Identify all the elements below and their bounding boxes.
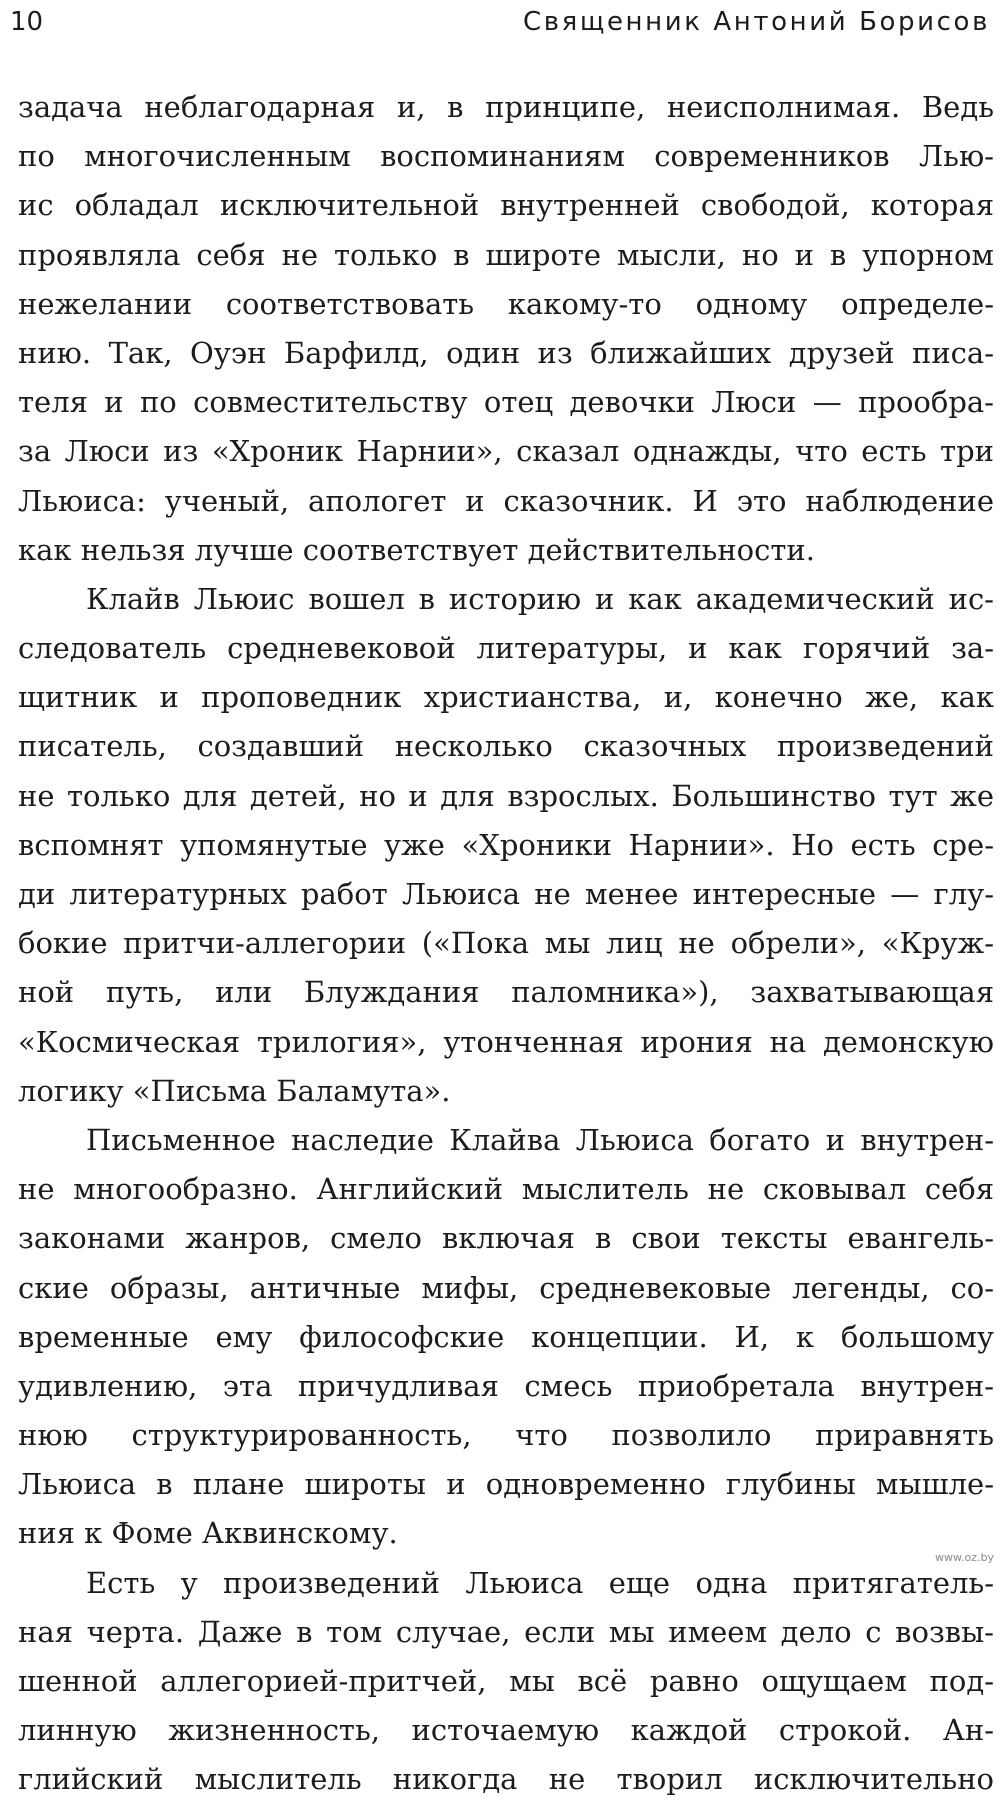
text-line: ная черта. Даже в том случае, если мы имеем дело с возвы- [18,1614,994,1649]
text-line: нежелании соответствовать какому-то одному определе- [18,286,994,321]
text-line: как нельзя лучше соответствует действительности. [18,532,815,567]
text-line: нию. Так, Оуэн Барфилд, один из ближайших друзей писа- [18,335,994,370]
watermark: www.oz.by [935,1551,994,1564]
body-text [0,83,1000,1805]
text-line: проявляла себя не только в широте мысли, но и в упорном [18,237,994,272]
text-line: законами жанров, смело включая в свои тексты евангель- [18,1221,994,1256]
text-line: ис обладал исключительной внутренней свободой, которая [18,188,994,223]
running-title: Священник Антоний Борисов [522,7,990,37]
page-number: 10 [10,7,44,37]
text-line: ди литературных работ Льюиса не менее интересные — глу- [18,877,994,911]
text-line: Льюиса в плане широты и одновременно глубины мышле- [18,1467,994,1502]
text-line: ния к Фоме Аквинскому. [18,1516,398,1551]
text-line: ной путь, или Блуждания паломника»), захватывающая [18,975,994,1010]
text-line: вспомнят упомянутые уже «Хроники Нарнии». Но есть сре- [18,827,994,862]
text-line: «Космическая трилогия», утонченная ирония на демонскую [18,1024,994,1059]
text-line: писатель, создавший несколько сказочных произведений [18,729,994,764]
text-line: не только для детей, но и для взрослых. Большинство тут же [18,778,994,813]
text-line: щитник и проповедник христианства, и, конечно же, как [18,680,994,715]
text-line: бокие притчи-аллегории («Пока мы лиц не обрели», «Круж- [18,926,994,961]
text-line: теля и по совместительству отец девочки Люси — прообра- [18,385,994,420]
text-line: не многообразно. Английский мыслитель не сковывал себя [18,1172,994,1207]
text-line: логику «Письма Баламута». [18,1073,451,1108]
text-line: временные ему философские концепции. И, к большому [18,1319,994,1354]
text-line: за Люси из «Хроник Нарнии», сказал однажды, что есть три [18,434,994,469]
text-line: ские образы, античные мифы, средневековые легенды, со- [18,1270,994,1305]
text-line: Клайв Льюис вошел в историю и как академический ис- [86,581,994,616]
text-line: Есть у произведений Льюиса еще одна притягатель- [86,1565,994,1600]
text-line: Письменное наследие Клайва Льюиса богато и внутрен- [86,1122,994,1157]
text-line: следователь средневековой литературы, и как горячий за- [18,631,994,666]
text-line: задача неблагодарная и, в принципе, неисполнимая. Ведь [18,90,994,124]
text-line: по многочисленным воспоминаниям современников Лью- [18,139,994,174]
text-line: линную жизненность, источаемую каждой строкой. Ан- [18,1713,994,1748]
running-head [10,0,990,44]
text-line: шенной аллегорией-притчей, мы всё равно ощущаем под- [18,1664,994,1698]
text-line: нюю структурированность, что позволило приравнять [18,1418,994,1453]
text-line: Льюиса: ученый, апологет и сказочник. И это наблюдение [18,483,994,518]
text-line: глийский мыслитель никогда не творил исключительно [18,1762,994,1797]
text-line: удивлению, эта причудливая смесь приобретала внутрен- [18,1368,994,1403]
